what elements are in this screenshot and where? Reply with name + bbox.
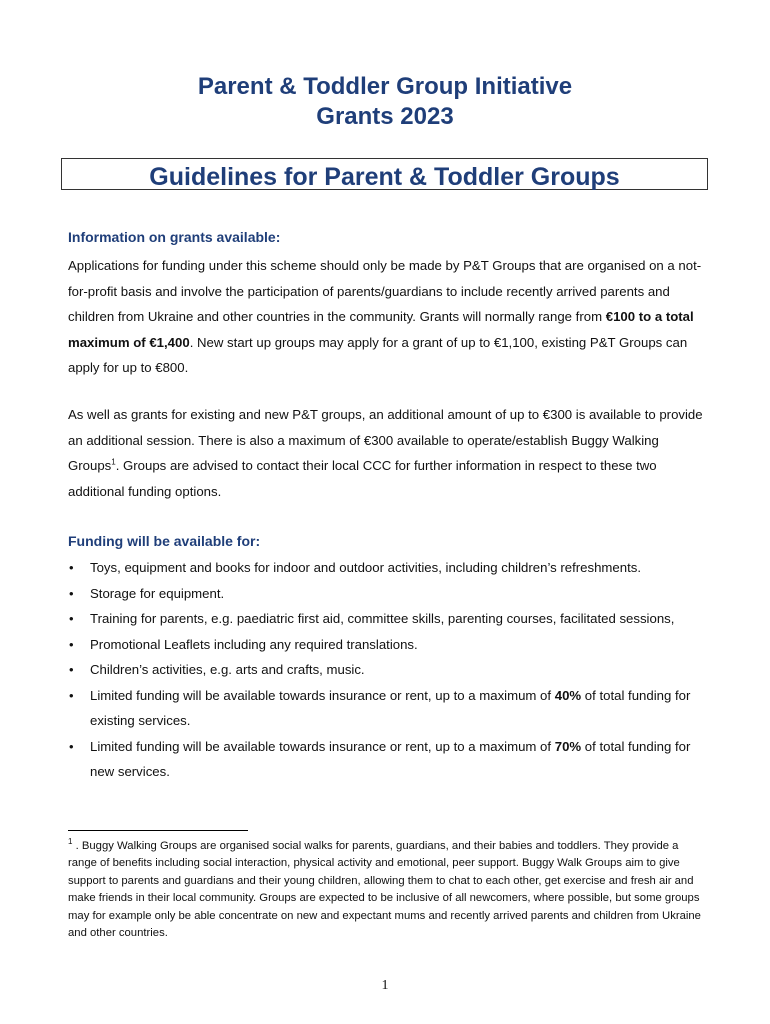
footnote (68, 838, 708, 942)
funding-list (68, 555, 708, 785)
list-item: • Toys, equipment and books for indoor and outdoor activities, including children’s refreshments. (68, 555, 708, 581)
bullet-icon: • (69, 662, 74, 677)
bullet-icon: • (69, 560, 74, 575)
list-item: • Limited funding will be available towards insurance or rent, up to a maximum of 40% of total funding for existing services. (68, 683, 708, 734)
grants-amount-range: €100 to a total maximum of €1,400 (68, 309, 694, 350)
list-item: • Limited funding will be available towards insurance or rent, up to a maximum of 70% of total funding for new services. (68, 734, 708, 785)
existing-services-percent: 40% (554, 687, 582, 703)
bullet-icon: • (69, 585, 74, 601)
footnote-divider (68, 830, 248, 831)
footnote-marker: 1 (68, 837, 73, 847)
document-title-line1: Parent & Toddler Group Initiative (197, 73, 573, 100)
guidelines-heading-box: Guidelines for Parent & Toddler Groups (61, 158, 708, 190)
additional-funding-paragraph (68, 402, 708, 504)
bullet-icon: • (69, 611, 74, 626)
additional-text-part1: As well as grants for existing and new P&T groups, an additional amount of up to €300 is available to provide an additional session. There is also a maximum of €300 available to operate/establish Buggy Walking Groups (68, 407, 703, 473)
additional-text-part2: . Groups are advised to contact their local CCC for further information in respect to these two additional funding options. (68, 458, 657, 499)
bullet-icon: • (69, 738, 74, 754)
footnote-reference: 1 (111, 457, 116, 467)
page-number: 1 (381, 978, 389, 993)
section-heading-grants: Information on grants available: (68, 229, 281, 245)
document-title-line2: Grants 2023 (316, 103, 454, 130)
new-services-percent: 70% (554, 738, 582, 754)
grants-text-part1: Applications for funding under this scheme should only be made by P&T Groups that are organised on a not-for-profit basis and involve the participation of parents/guardians to include recently arrived parents and children from Ukraine and other countries in the community. Grants will normally range from (68, 258, 702, 324)
list-item: • Children’s activities, e.g. arts and crafts, music. (68, 657, 708, 683)
list-item: • Training for parents, e.g. paediatric first aid, committee skills, parenting courses, facilitated sessions, (68, 606, 708, 632)
list-item: • Promotional Leaflets including any required translations. (68, 632, 708, 658)
grants-text-part2: . New start up groups may apply for a grant of up to €1,100, existing P&T Groups can apply for up to €800. (68, 334, 688, 375)
bullet-icon: • (69, 636, 74, 652)
list-item: • Storage for equipment. (68, 581, 708, 607)
section-heading-funding: Funding will be available for: (68, 533, 261, 549)
footnote-text: . Buggy Walking Groups are organised social walks for parents, guardians, and their babies and toddlers. They provide a range of benefits including social interaction, physical activity and emotional, peer support. Buggy Walk Groups aim to give support to parents and guardians and their young children, allowing them to chat to each other, get exercise and fresh air and make friends in their local community. Groups are expected to be inclusive of all newcomers, where possible, but some groups may for example only be able concentrate on new and expectant mums and recently arrived parents and children from Ukraine and other countries. (68, 840, 701, 940)
bullet-icon: • (69, 687, 74, 703)
grants-paragraph (68, 253, 708, 381)
